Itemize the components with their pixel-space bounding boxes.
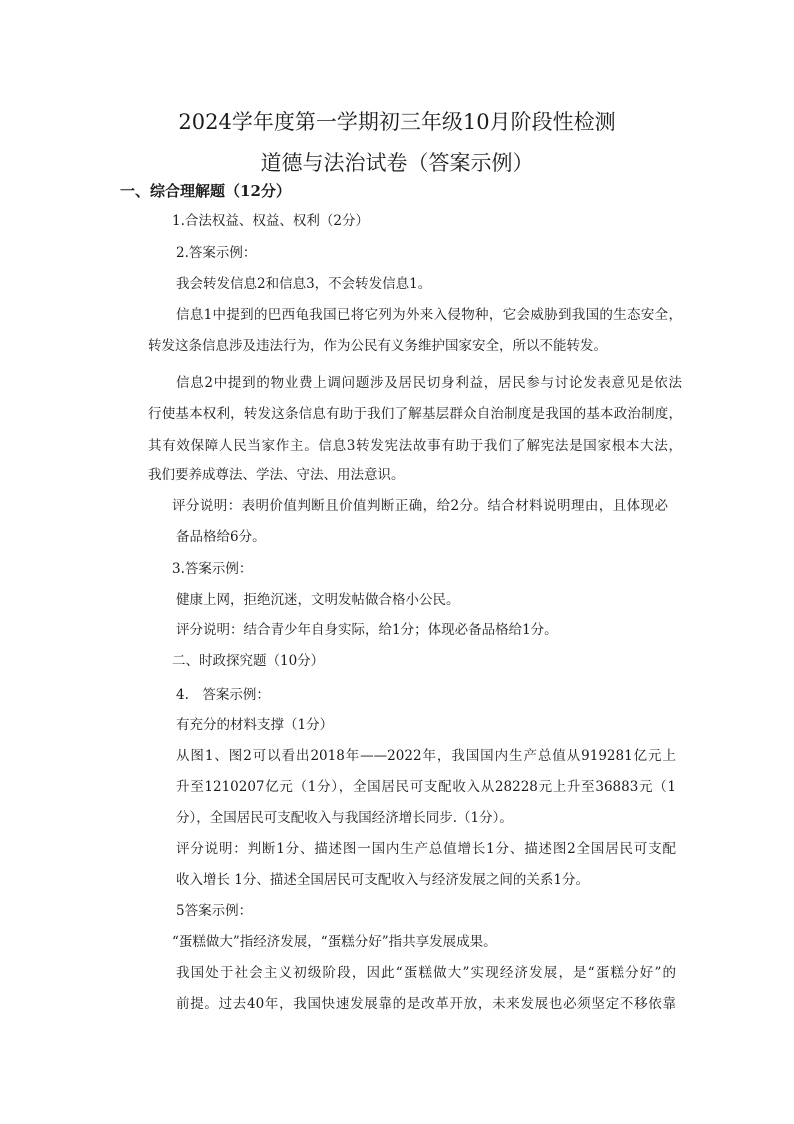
scoring-note: 收入增长 1分、描述全国居民可支配收入与经济发展之间的关系1分。: [176, 872, 589, 888]
answer-line: 信息2中提到的物业费上调问题涉及居民切身利益，居民参与讨论发表意见是依法: [176, 375, 682, 391]
answer-line: 从图1、图2可以看出2018年——2022年，我国国内生产总值从919281亿元上: [176, 748, 676, 764]
section-heading: 一、综合理解题（12分）: [120, 182, 291, 200]
exam-title: 2024学年度第一学期初三年级10月阶段性检测: [178, 110, 616, 134]
answer-line: 升至1210207亿元（1分），全国居民可支配收入从28228元上升至36883元（1: [176, 779, 676, 795]
answer-line: 我会转发信息2和信息3，不会转发信息1。: [176, 276, 432, 292]
answer-line: 信息1中提到的巴西龟我国已将它列为外来入侵物种，它会威胁到我国的生态安全，: [176, 307, 682, 323]
answer-line: 健康上网，拒绝沉迷，文明发帖做合格小公民。: [176, 592, 460, 608]
answer-line: 前提。过去40年，我国快速发展靠的是改革开放，未来发展也必须坚定不移依靠: [176, 996, 676, 1012]
answer-line: 其有效保障人民当家作主。信息3转发宪法故事有助于我们了解宪法是国家根本大法，: [148, 438, 682, 454]
exam-subtitle: 道德与法治试卷（答案示例）: [260, 151, 534, 175]
section-heading-2: 二、时政探究题（10分）: [172, 653, 325, 669]
answer-line: 4. 答案示例：: [176, 687, 270, 703]
answer-line: 我国处于社会主义初级阶段，因此“蛋糕做大”实现经济发展，是“蛋糕分好”的: [176, 965, 676, 981]
answer-line: 1.合法权益、权益、权利（2分）: [172, 213, 369, 229]
answer-line: 有充分的材料支撑（1分）: [176, 717, 334, 733]
scoring-note: 评分说明：判断1分、描述图一国内生产总值增长1分、描述图2全国居民可支配: [176, 841, 676, 857]
answer-line: 3.答案示例：: [172, 561, 253, 577]
answer-line: 2.答案示例：: [176, 245, 257, 261]
answer-line: 我们要养成尊法、学法、守法、用法意识。: [148, 467, 405, 483]
answer-line: 转发这条信息涉及违法行为，作为公民有义务维护国家安全，所以不能转发。: [148, 338, 607, 354]
scoring-note: 评分说明：表明价值判断且价值判断正确，给2分。结合材料说明理由，且体现必: [172, 498, 668, 514]
answer-line: “蛋糕做大”指经济发展，“蛋糕分好”指共享发展成果。: [172, 934, 497, 950]
answer-line: 5答案示例：: [176, 903, 253, 919]
scoring-note: 备品格给6分。: [176, 529, 266, 545]
answer-line: 分），全国居民可支配收入与我国经济增长同步.（1分）。: [176, 810, 513, 826]
scoring-note: 评分说明：结合青少年自身实际，给1分；体现必备品格给1分。: [176, 622, 558, 638]
answer-line: 行使基本权利，转发这条信息有助于我们了解基层群众自治制度是我国的基本政治制度，: [148, 406, 682, 422]
